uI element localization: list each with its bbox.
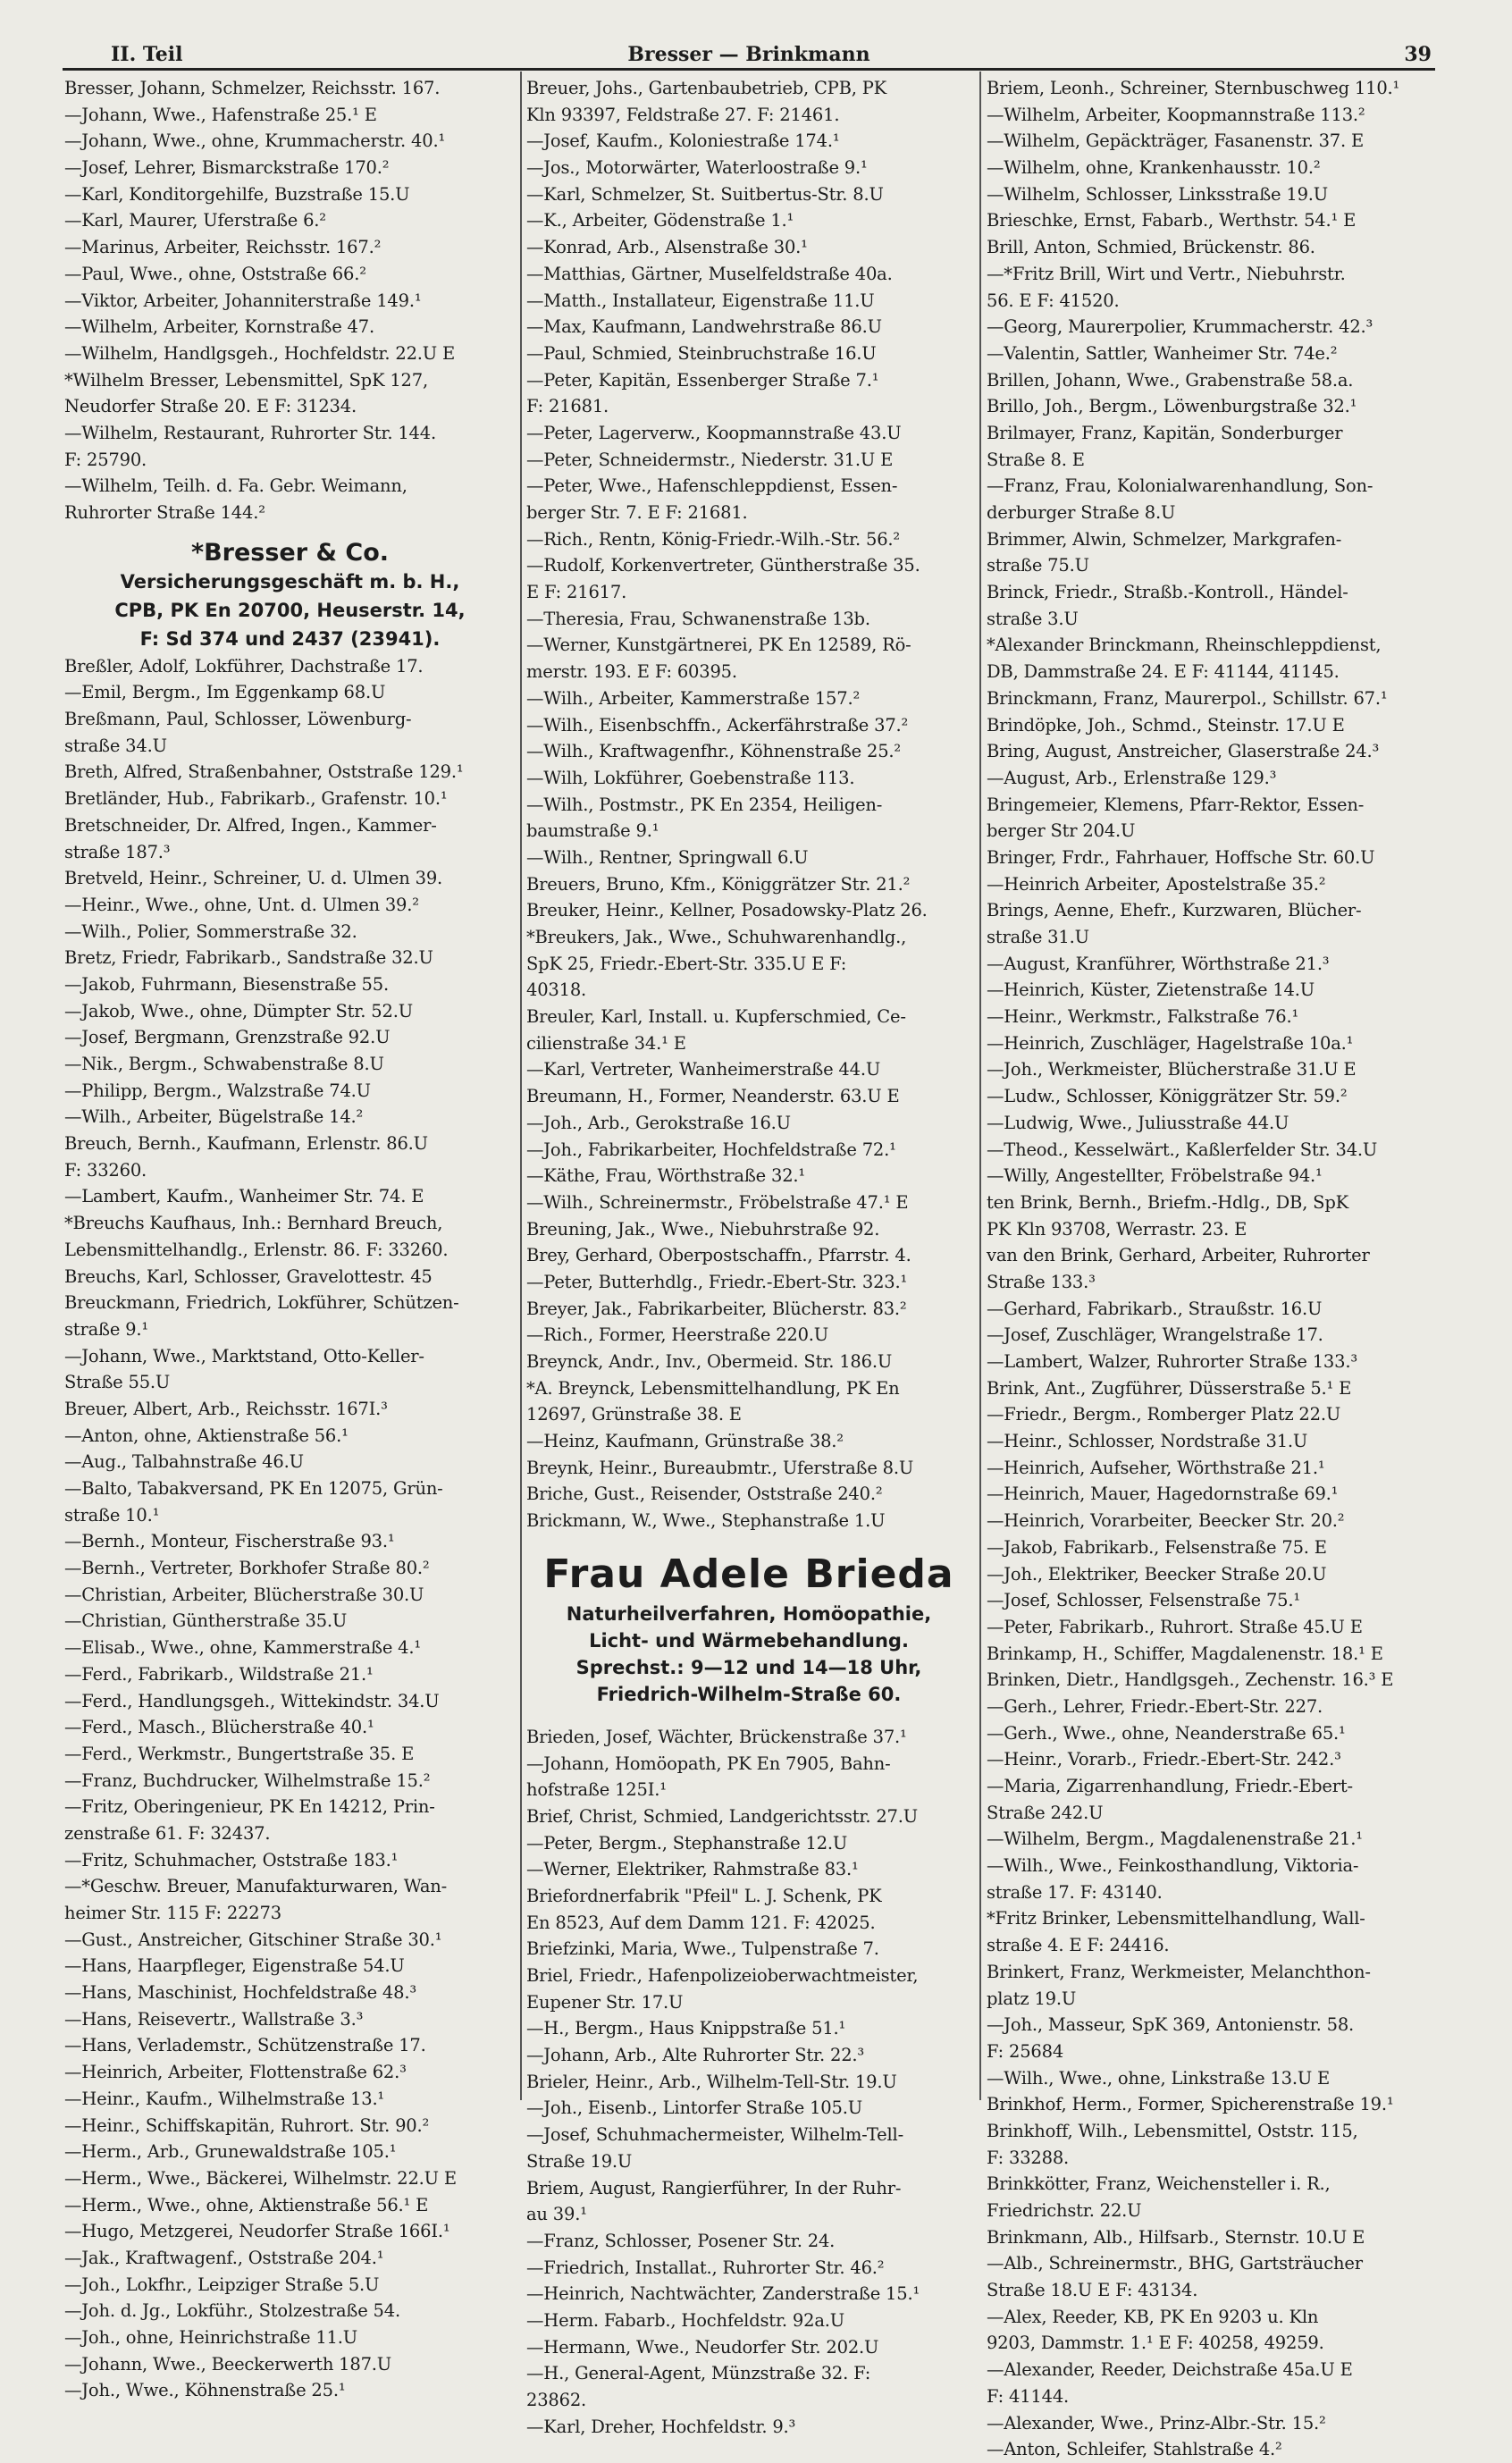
directory-entry-line: —Peter, Lagerverw., Koopmannstraße 43.U xyxy=(526,422,902,443)
directory-entry-line: merstr. 193. E F: 60395. xyxy=(526,661,737,683)
directory-entry-line: *Wilhelm Bresser, Lebensmittel, SpK 127, xyxy=(64,369,428,391)
directory-entry-line: —Ferd., Werkmstr., Bungertstraße 35. E xyxy=(64,1743,415,1764)
directory-entry-line: —Herm., Arb., Grunewaldstraße 105.¹ xyxy=(64,2141,397,2163)
directory-entry-line: Brillo, Joh., Bergm., Löwenburgstraße 32.¹ xyxy=(987,396,1357,417)
entries-col2-b xyxy=(526,1724,971,2441)
directory-entry-line: Breyer, Jak., Fabrikarbeiter, Blücherstr. 83.² xyxy=(526,1298,907,1319)
directory-entry-line: Straße 133.³ xyxy=(987,1271,1096,1292)
directory-entry-line: —Alexander, Wwe., Prinz-Albr.-Str. 15.² xyxy=(987,2412,1326,2434)
directory-entry-line: E F: 21617. xyxy=(526,582,627,603)
directory-entry-line: —Wilhelm, Arbeiter, Koopmannstraße 113.² xyxy=(987,104,1365,125)
ad-line: Friedrich-Wilhelm-Straße 60. xyxy=(596,1683,902,1705)
directory-entry-line: —Peter, Fabrikarb., Ruhrort. Straße 45.U E xyxy=(987,1616,1363,1637)
directory-entry-line: F: 33288. xyxy=(987,2147,1070,2168)
directory-entry-line: —H., General-Agent, Münzstraße 32. F: xyxy=(526,2363,871,2384)
directory-entry-line: Brinkhoff, Wilh., Lebensmittel, Oststr. 115, xyxy=(987,2120,1358,2141)
directory-entry-line: Straße 19.U xyxy=(526,2150,633,2172)
directory-entry-line: —Marinus, Arbeiter, Reichsstr. 167.² xyxy=(64,237,382,258)
directory-entry-line: —Wilh., Polier, Sommerstraße 32. xyxy=(64,920,357,942)
ad-line: F: Sd 374 und 2437 (23941). xyxy=(139,627,441,650)
directory-entry-line: —Heinrich, Küster, Zietenstraße 14.U xyxy=(987,979,1315,1001)
directory-entry-line: —Maria, Zigarrenhandlung, Friedr.-Ebert- xyxy=(987,1776,1353,1796)
directory-entry-line: —Wilhelm, Arbeiter, Kornstraße 47. xyxy=(64,316,374,338)
directory-entry-line: —Rudolf, Korkenvertreter, Güntherstraße 35. xyxy=(526,555,920,576)
directory-entry-line: —Johann, Wwe., ohne, Krummacherstr. 40.¹ xyxy=(64,130,446,152)
directory-entry-line: —Ludwig, Wwe., Juliusstraße 44.U xyxy=(987,1112,1289,1133)
directory-entry-line: —August, Arb., Erlenstraße 129.³ xyxy=(987,767,1277,788)
directory-entry-line: —Heinz, Kaufmann, Grünstraße 38.² xyxy=(526,1431,844,1452)
directory-entry-line: Briem, Leonh., Schreiner, Sternbuschweg 110.¹ xyxy=(987,78,1400,98)
directory-entry-line: Brings, Aenne, Ehefr., Kurzwaren, Blücher- xyxy=(987,900,1362,921)
directory-entry-line: —H., Bergm., Haus Knippstraße 51.¹ xyxy=(526,2018,846,2039)
directory-entry-line: —Joh., Masseur, SpK 369, Antonienstr. 58. xyxy=(987,2014,1355,2036)
directory-entry-line: Straße 242.U xyxy=(987,1802,1104,1823)
directory-entry-line: —Gust., Anstreicher, Gitschiner Straße 30.¹ xyxy=(64,1929,442,1950)
directory-entry-line: —Peter, Bergm., Stephanstraße 12.U xyxy=(526,1832,848,1854)
directory-entry-line: —Ludw., Schlosser, Königgrätzer Str. 59.² xyxy=(987,1086,1348,1107)
directory-entry-line: Brimmer, Alwin, Schmelzer, Markgrafen- xyxy=(987,528,1342,550)
directory-entry-line: Brinkamp, H., Schiffer, Magdalenenstr. 18.¹ E xyxy=(987,1643,1383,1664)
directory-entry-line: —Wilhelm, Gepäckträger, Fasanenstr. 37. E xyxy=(987,130,1365,152)
directory-entry-line: —Ferd., Masch., Blücherstraße 40.¹ xyxy=(64,1717,374,1738)
directory-entry-line: —Aug., Talbahnstraße 46.U xyxy=(64,1451,304,1473)
directory-entry-line: —Hermann, Wwe., Neudorfer Str. 202.U xyxy=(526,2336,879,2358)
directory-entry-line: Straße 55.U xyxy=(64,1372,171,1393)
directory-entry-line: —August, Kranführer, Wörthstraße 21.³ xyxy=(987,953,1330,974)
directory-entry-line: —Heinr., Wwe., ohne, Unt. d. Ulmen 39.² xyxy=(64,894,419,915)
directory-entry-line: —Joh., Werkmeister, Blücherstraße 31.U E xyxy=(987,1059,1357,1080)
directory-entry-line: Brieler, Heinr., Arb., Wilhelm-Tell-Str. 19.U xyxy=(526,2071,897,2092)
directory-entry-line: —Alb., Schreinermstr., BHG, Gartsträucher xyxy=(987,2253,1363,2274)
directory-entry-line: —Anton, Schleifer, Stahlstraße 4.² xyxy=(987,2439,1282,2460)
directory-entry-line: Brieden, Josef, Wächter, Brückenstraße 37.¹ xyxy=(526,1726,907,1747)
directory-entry-line: Bretschneider, Dr. Alfred, Ingen., Kammer- xyxy=(64,814,437,836)
directory-entry-line: —Joh. d. Jg., Lokführ., Stolzestraße 54. xyxy=(64,2300,400,2322)
ad-line: Versicherungsgeschäft m. b. H., xyxy=(120,570,460,593)
directory-entry-line: —Jakob, Fabrikarb., Felsenstraße 75. E xyxy=(987,1536,1327,1558)
directory-entry-line: Breuker, Heinr., Kellner, Posadowsky-Platz 26. xyxy=(526,900,928,921)
directory-entry-line: Brief, Christ, Schmied, Landgerichtsstr. 27.U xyxy=(526,1805,918,1827)
directory-entry-line: —Heinrich, Vorarbeiter, Beecker Str. 20.² xyxy=(987,1510,1345,1532)
directory-entry-line: —Friedr., Bergm., Romberger Platz 22.U xyxy=(987,1404,1341,1425)
directory-entry-line: —Karl, Schmelzer, St. Suitbertus-Str. 8.U xyxy=(526,183,884,205)
entries-col1-b xyxy=(64,653,516,2404)
directory-entry-line: DB, Dammstraße 24. E F: 41144, 41145. xyxy=(987,661,1340,683)
directory-entry-line: derburger Straße 8.U xyxy=(987,502,1176,523)
directory-entry-line: berger Str. 7. E F: 21681. xyxy=(526,502,748,523)
directory-entry-line: —Wilh., Eisenbschffn., Ackerfährstraße 37.² xyxy=(526,714,909,736)
ad-line: CPB, PK En 20700, Heuserstr. 14, xyxy=(114,599,466,621)
directory-entry-line: Brieschke, Ernst, Fabarb., Werthstr. 54.¹ E xyxy=(987,210,1357,231)
directory-entry-line: Ruhrorter Straße 144.² xyxy=(64,502,265,523)
directory-entry-line: —Hugo, Metzgerei, Neudorfer Straße 166I.¹ xyxy=(64,2221,450,2242)
directory-entry-line: —Konrad, Arb., Alsenstraße 30.¹ xyxy=(526,237,808,258)
directory-entry-line: —Elisab., Wwe., ohne, Kammerstraße 4.¹ xyxy=(64,1637,421,1659)
directory-entry-line: Straße 18.U E F: 43134. xyxy=(987,2280,1198,2301)
directory-entry-line: 12697, Grünstraße 38. E xyxy=(526,1404,742,1425)
directory-entry-line: —Josef, Bergmann, Grenzstraße 92.U xyxy=(64,1027,391,1048)
directory-entry-line: Brill, Anton, Schmied, Brückenstr. 86. xyxy=(987,237,1315,258)
directory-entry-line: 40318. xyxy=(526,979,587,1001)
directory-entry-line: —Viktor, Arbeiter, Johanniterstraße 149.¹ xyxy=(64,290,422,311)
directory-entry-line: Friedrichstr. 22.U xyxy=(987,2200,1142,2221)
directory-entry-line: Breuer, Johs., Gartenbaubetrieb, CPB, PK xyxy=(526,78,887,98)
running-title: Bresser — Brinkmann xyxy=(627,43,870,66)
directory-entry-line: —Matthias, Gärtner, Muselfeldstraße 40a. xyxy=(526,263,893,284)
directory-entry-line: —Max, Kaufmann, Landwehrstraße 86.U xyxy=(526,316,882,338)
header-rule xyxy=(63,68,1435,71)
directory-entry-line: Bring, August, Anstreicher, Glaserstraße 24.³ xyxy=(987,741,1380,762)
directory-entry-line: Kln 93397, Feldstraße 27. F: 21461. xyxy=(526,104,840,125)
directory-entry-line: —Anton, ohne, Aktienstraße 56.¹ xyxy=(64,1425,349,1446)
directory-entry-line: —Heinrich Arbeiter, Apostelstraße 35.² xyxy=(987,873,1326,895)
directory-entry-line: —Joh., Wwe., Köhnenstraße 25.¹ xyxy=(64,2380,346,2401)
directory-entry-line: *Breukers, Jak., Wwe., Schuhwarenhandlg., xyxy=(526,927,907,947)
directory-entry-line: —Josef, Lehrer, Bismarckstraße 170.² xyxy=(64,157,390,179)
directory-entry-line: Bringemeier, Klemens, Pfarr-Rektor, Essen- xyxy=(987,794,1365,815)
directory-entry-line: Briel, Friedr., Hafenpolizeioberwachtmeister, xyxy=(526,1965,919,1986)
directory-entry-line: straße 187.³ xyxy=(64,841,171,862)
directory-entry-line: Brink, Ant., Zugführer, Düsserstraße 5.¹ E xyxy=(987,1377,1352,1399)
directory-entry-line: —Jakob, Wwe., ohne, Dümpter Str. 52.U xyxy=(64,1000,413,1021)
directory-entry-line: F: 25790. xyxy=(64,449,147,470)
directory-entry-line: —Fritz, Schuhmacher, Oststraße 183.¹ xyxy=(64,1849,399,1870)
directory-entry-line: —Hans, Haarpfleger, Eigenstraße 54.U xyxy=(64,1955,405,1977)
directory-entry-line: —Alexander, Reeder, Deichstraße 45a.U E xyxy=(987,2359,1353,2381)
directory-entry-line: —Karl, Dreher, Hochfeldstr. 9.³ xyxy=(526,2416,796,2437)
directory-entry-line: —Bernh., Vertreter, Borkhofer Straße 80.² xyxy=(64,1558,430,1579)
directory-entry-line: Breuler, Karl, Install. u. Kupferschmied, Ce- xyxy=(526,1006,906,1028)
directory-entry-line: —Jos., Motorwärter, Waterloostraße 9.¹ xyxy=(526,157,868,179)
directory-entry-line: *A. Breynck, Lebensmittelhandlung, PK En xyxy=(526,1377,900,1399)
directory-entry-line: ten Brink, Bernh., Briefm.-Hdlg., DB, SpK xyxy=(987,1191,1348,1213)
directory-entry-line: —Joh., Elektriker, Beecker Straße 20.U xyxy=(987,1563,1327,1585)
directory-entry-line: —Emil, Bergm., Im Eggenkamp 68.U xyxy=(64,682,386,703)
directory-entry-line: —Jakob, Fuhrmann, Biesenstraße 55. xyxy=(64,973,389,995)
directory-entry-line: Brinck, Friedr., Straßb.-Kontroll., Händel- xyxy=(987,582,1348,603)
ad-line: Naturheilverfahren, Homöopathie, xyxy=(566,1602,932,1625)
directory-entry-line: SpK 25, Friedr.-Ebert-Str. 335.U E F: xyxy=(526,953,847,974)
directory-entry-line: —Karl, Maurer, Uferstraße 6.² xyxy=(64,210,326,231)
directory-entry-line: 56. E F: 41520. xyxy=(987,290,1120,311)
directory-entry-line: Briem, August, Rangierführer, In der Ruhr- xyxy=(526,2177,902,2198)
directory-entry-line: platz 19.U xyxy=(987,1988,1077,2009)
directory-entry-line: —Heinrich, Aufseher, Wörthstraße 21.¹ xyxy=(987,1457,1325,1478)
directory-entry-line: Briefordnerfabrik "Pfeil" L. J. Schenk, PK xyxy=(526,1885,882,1906)
directory-entry-line: Breuning, Jak., Wwe., Niebuhrstraße 92. xyxy=(526,1218,880,1240)
directory-entry-line: —Philipp, Bergm., Walzstraße 74.U xyxy=(64,1080,371,1101)
directory-entry-line: Breuch, Bernh., Kaufmann, Erlenstr. 86.U xyxy=(64,1133,428,1155)
directory-entry-line: —Gerhard, Fabrikarb., Straußstr. 16.U xyxy=(987,1298,1323,1319)
directory-entry-line: —Rich., Rentn, König-Friedr.-Wilh.-Str. 56.² xyxy=(526,528,901,550)
directory-entry-line: —Wilh., Arbeiter, Bügelstraße 14.² xyxy=(64,1106,364,1128)
directory-entry-line: —Peter, Kapitän, Essenberger Straße 7.¹ xyxy=(526,369,879,391)
directory-entry-line: —Werner, Kunstgärtnerei, PK En 12589, Rö- xyxy=(526,635,911,656)
directory-entry-line: —Willy, Angestellter, Fröbelstraße 94.¹ xyxy=(987,1165,1323,1187)
ad-line: Sprechst.: 9—12 und 14—18 Uhr, xyxy=(575,1656,922,1678)
directory-entry-line: —Werner, Elektriker, Rahmstraße 83.¹ xyxy=(526,1859,859,1880)
directory-entry-line: F: 41144. xyxy=(987,2385,1070,2407)
page-header xyxy=(63,39,1435,70)
directory-entry-line: van den Brink, Gerhard, Arbeiter, Ruhrorter xyxy=(987,1245,1370,1266)
directory-entry-line: —Rich., Former, Heerstraße 220.U xyxy=(526,1324,829,1346)
directory-entry-line: straße 9.¹ xyxy=(64,1318,148,1340)
directory-entry-line: —Christian, Güntherstraße 35.U xyxy=(64,1610,348,1632)
directory-entry-line: Brinkhof, Herm., Former, Spicherenstraße 19.¹ xyxy=(987,2094,1394,2115)
column-1 xyxy=(64,75,516,2401)
directory-entry-line: Breßmann, Paul, Schlosser, Löwenburg- xyxy=(64,709,412,730)
directory-entry-line: Breßler, Adolf, Lokführer, Dachstraße 17. xyxy=(64,655,424,677)
directory-entry-line: —Wilh, Lokführer, Goebenstraße 113. xyxy=(526,767,855,788)
directory-entry-line: —K., Arbeiter, Gödenstraße 1.¹ xyxy=(526,210,794,231)
directory-entry-line: Brinkkötter, Franz, Weichensteller i. R., xyxy=(987,2173,1331,2195)
directory-entry-line: Breynck, Andr., Inv., Obermeid. Str. 186.U xyxy=(526,1351,893,1372)
directory-entry-line: baumstraße 9.¹ xyxy=(526,820,659,842)
directory-entry-line: *Breuchs Kaufhaus, Inh.: Bernhard Breuch, xyxy=(64,1213,443,1234)
directory-entry-line: —Wilhelm, Handlgsgeh., Hochfeldstr. 22.U E xyxy=(64,342,456,364)
directory-entry-line: —Joh., Arb., Gerokstraße 16.U xyxy=(526,1112,791,1133)
directory-entry-line: —Joh., Lokfhr., Leipziger Straße 5.U xyxy=(64,2274,380,2295)
directory-entry-line: straße 10.¹ xyxy=(64,1504,160,1526)
directory-entry-line: Breumann, H., Former, Neanderstr. 63.U E xyxy=(526,1086,900,1107)
directory-entry-line: straße 31.U xyxy=(987,927,1089,947)
directory-entry-line: —Wilh., Kraftwagenfhr., Köhnenstraße 25.² xyxy=(526,741,902,762)
ad-title: Frau Adele Brieda xyxy=(543,1551,954,1597)
directory-entry-line: Brinken, Dietr., Handlgsgeh., Zechenstr. 16.³ E xyxy=(987,1669,1394,1691)
directory-entry-line: —Hans, Reisevertr., Wallstraße 3.³ xyxy=(64,2008,364,2030)
entries-col3-a xyxy=(987,75,1433,2463)
ad-title: *Bresser & Co. xyxy=(190,538,390,567)
directory-entry-line: —Heinrich, Mauer, Hagedornstraße 69.¹ xyxy=(987,1484,1339,1505)
directory-entry-line: —Bernh., Monteur, Fischerstraße 93.¹ xyxy=(64,1531,395,1552)
directory-entry-line: —Gerh., Lehrer, Friedr.-Ebert-Str. 227. xyxy=(987,1695,1323,1717)
directory-entry-line: —*Fritz Brill, Wirt und Vertr., Niebuhrstr. xyxy=(987,263,1346,284)
directory-entry-line: —Wilh., Rentner, Springwall 6.U xyxy=(526,846,809,868)
directory-entry-line: —Wilhelm, Restaurant, Ruhrorter Str. 144. xyxy=(64,422,436,443)
directory-entry-line: —Alex, Reeder, KB, PK En 9203 u. Kln xyxy=(987,2306,1319,2327)
directory-entry-line: —Johann, Arb., Alte Ruhrorter Str. 22.³ xyxy=(526,2045,865,2066)
directory-entry-line: —Heinr., Werkmstr., Falkstraße 76.¹ xyxy=(987,1006,1299,1028)
directory-entry-line: —Wilhelm, ohne, Krankenhausstr. 10.² xyxy=(987,157,1321,179)
directory-entry-line: —Herm., Wwe., Bäckerei, Wilhelmstr. 22.U E xyxy=(64,2167,457,2189)
directory-entry-line: —Peter, Wwe., Hafenschleppdienst, Essen- xyxy=(526,475,898,497)
directory-entry-line: —Jak., Kraftwagenf., Oststraße 204.¹ xyxy=(64,2247,384,2268)
directory-entry-line: —Matth., Installateur, Eigenstraße 11.U xyxy=(526,290,875,311)
directory-entry-line: zenstraße 61. F: 32437. xyxy=(64,1822,271,1844)
directory-entry-line: cilienstraße 34.¹ E xyxy=(526,1032,686,1054)
bresser-co-advertisement xyxy=(64,539,516,653)
page-number: 39 xyxy=(1404,43,1432,66)
directory-entry-line: straße 17. F: 43140. xyxy=(987,1881,1163,1903)
directory-entry-line: —Käthe, Frau, Wörthstraße 32.¹ xyxy=(526,1165,806,1187)
directory-entry-line: —Heinr., Kaufm., Wilhelmstraße 13.¹ xyxy=(64,2088,385,2109)
directory-entry-line: —Wilh., Wwe., Feinkosthandlung, Viktoria- xyxy=(987,1855,1359,1877)
directory-entry-line: Brindöpke, Joh., Schmd., Steinstr. 17.U E xyxy=(987,714,1345,736)
directory-entry-line: —Johann, Homöopath, PK En 7905, Bahn- xyxy=(526,1753,891,1774)
directory-entry-line: —Josef, Schlosser, Felsenstraße 75.¹ xyxy=(987,1590,1300,1611)
directory-entry-line: —Johann, Wwe., Beeckerwerth 187.U xyxy=(64,2353,392,2375)
directory-entry-line: —Wilhelm, Bergm., Magdalenenstraße 21.¹ xyxy=(987,1828,1363,1850)
directory-entry-line: Breynk, Heinr., Bureaubmtr., Uferstraße 8.U xyxy=(526,1457,914,1478)
directory-entry-line: heimer Str. 115 F: 22273 xyxy=(64,1903,281,1923)
directory-entry-line: —Heinrich, Zuschläger, Hagelstraße 10a.¹ xyxy=(987,1032,1354,1054)
directory-entry-line: Brinkmann, Alb., Hilfsarb., Sternstr. 10.U E xyxy=(987,2226,1365,2248)
directory-entry-line: —Heinr., Schlosser, Nordstraße 31.U xyxy=(987,1431,1308,1452)
directory-entry-line: —Lambert, Walzer, Ruhrorter Straße 133.³ xyxy=(987,1351,1357,1372)
directory-entry-line: —Paul, Wwe., ohne, Oststraße 66.² xyxy=(64,263,366,284)
directory-entry-line: —Valentin, Sattler, Wanheimer Str. 74e.² xyxy=(987,342,1338,364)
directory-entry-line: Breuckmann, Friedrich, Lokführer, Schützen- xyxy=(64,1292,459,1314)
directory-entry-line: —*Geschw. Breuer, Manufakturwaren, Wan- xyxy=(64,1876,448,1897)
directory-entry-line: —Herm., Wwe., ohne, Aktienstraße 56.¹ E xyxy=(64,2194,429,2215)
directory-entry-line: berger Str 204.U xyxy=(987,820,1136,842)
directory-entry-line: —Karl, Konditorgehilfe, Buzstraße 15.U xyxy=(64,183,410,205)
directory-entry-line: Bretz, Friedr, Fabrikarb., Sandstraße 32.U xyxy=(64,947,433,969)
entries-col1-a xyxy=(64,75,516,526)
directory-entry-line: —Gerh., Wwe., ohne, Neanderstraße 65.¹ xyxy=(987,1722,1346,1744)
directory-entry-line: —Wilhelm, Schlosser, Linksstraße 19.U xyxy=(987,183,1329,205)
directory-entry-line: —Balto, Tabakversand, PK En 12075, Grün- xyxy=(64,1478,443,1499)
entries-col2-a xyxy=(526,75,971,1534)
directory-entry-line: —Peter, Butterhdlg., Friedr.-Ebert-Str. 323.¹ xyxy=(526,1271,908,1292)
directory-entry-line: —Josef, Schuhmachermeister, Wilhelm-Tell- xyxy=(526,2124,903,2146)
directory-entry-line: PK Kln 93708, Werrastr. 23. E xyxy=(987,1218,1247,1240)
directory-entry-line: —Ferd., Handlungsgeh., Wittekindstr. 34.U xyxy=(64,1690,440,1711)
directory-entry-line: straße 4. E F: 24416. xyxy=(987,1935,1170,1956)
directory-entry-line: —Josef, Zuschläger, Wrangelstraße 17. xyxy=(987,1324,1323,1346)
directory-entry-line: 23862. xyxy=(526,2390,587,2410)
directory-entry-line: —Christian, Arbeiter, Blücherstraße 30.U xyxy=(64,1584,424,1605)
directory-entry-line: En 8523, Auf dem Damm 121. F: 42025. xyxy=(526,1912,876,1933)
directory-entry-line: —Joh., ohne, Heinrichstraße 11.U xyxy=(64,2327,357,2348)
column-divider-1 xyxy=(520,71,522,2100)
directory-entry-line: straße 75.U xyxy=(987,555,1089,576)
directory-entry-line: —Theod., Kesselwärt., Kaßlerfelder Str. 34.U xyxy=(987,1139,1378,1160)
directory-entry-line: —Paul, Schmied, Steinbruchstraße 16.U xyxy=(526,342,877,364)
directory-entry-line: —Wilh., Wwe., ohne, Linkstraße 13.U E xyxy=(987,2067,1331,2089)
directory-entry-line: Straße 8. E xyxy=(987,449,1085,470)
directory-entry-line: *Alexander Brinckmann, Rheinschleppdienst, xyxy=(987,635,1382,656)
section-label: II. Teil xyxy=(111,43,183,66)
directory-entry-line: straße 34.U xyxy=(64,735,167,756)
directory-entry-line: Bretländer, Hub., Fabrikarb., Grafenstr. 10.¹ xyxy=(64,788,448,810)
directory-entry-line: —Joh., Fabrikarbeiter, Hochfeldstraße 72.¹ xyxy=(526,1139,896,1160)
directory-entry-line: —Theresia, Frau, Schwanenstraße 13b. xyxy=(526,608,870,629)
directory-entry-line: hofstraße 125I.¹ xyxy=(526,1779,667,1801)
directory-entry-line: —Ferd., Fabrikarb., Wildstraße 21.¹ xyxy=(64,1663,374,1685)
directory-entry-line: Brinckmann, Franz, Maurerpol., Schillstr. 67.¹ xyxy=(987,687,1388,709)
directory-entry-line: 9203, Dammstr. 1.¹ E F: 40258, 49259. xyxy=(987,2333,1324,2354)
directory-entry-line: *Fritz Brinker, Lebensmittelhandlung, Wall- xyxy=(987,1908,1365,1929)
directory-entry-line: au 39.¹ xyxy=(526,2204,587,2225)
directory-entry-line: Eupener Str. 17.U xyxy=(526,1991,684,2013)
directory-entry-line: Lebensmittelhandlg., Erlenstr. 86. F: 33260. xyxy=(64,1239,449,1260)
directory-entry-line: straße 3.U xyxy=(987,608,1079,629)
directory-entry-line: —Friedrich, Installat., Ruhrorter Str. 46.² xyxy=(526,2257,885,2278)
directory-entry-line: —Franz, Buchdrucker, Wilhelmstraße 15.² xyxy=(64,1769,431,1791)
directory-entry-line: —Karl, Vertreter, Wanheimerstraße 44.U xyxy=(526,1059,881,1080)
column-3 xyxy=(987,75,1433,2460)
directory-entry-line: Briche, Gust., Reisender, Oststraße 240.² xyxy=(526,1484,883,1505)
directory-entry-line: —Wilh., Schreinermstr., Fröbelstraße 47.¹ E xyxy=(526,1191,909,1213)
column-divider-2 xyxy=(979,71,981,2100)
directory-entry-line: —Hans, Verlademstr., Schützenstraße 17. xyxy=(64,2035,426,2056)
directory-entry-line: Neudorfer Straße 20. E F: 31234. xyxy=(64,396,357,417)
directory-entry-line: —Johann, Wwe., Marktstand, Otto-Keller- xyxy=(64,1345,424,1366)
ad-line: Licht- und Wärmebehandlung. xyxy=(589,1629,909,1652)
directory-entry-line: Breuer, Albert, Arb., Reichsstr. 167I.³ xyxy=(64,1398,388,1419)
directory-entry-line: Briefzinki, Maria, Wwe., Tulpenstraße 7. xyxy=(526,1938,879,1960)
directory-entry-line: —Johann, Wwe., Hafenstraße 25.¹ E xyxy=(64,104,377,125)
directory-entry-line: —Heinrich, Arbeiter, Flottenstraße 62.³ xyxy=(64,2062,407,2083)
directory-entry-line: —Herm. Fabarb., Hochfeldstr. 92a.U xyxy=(526,2309,844,2331)
directory-entry-line: F: 33260. xyxy=(64,1159,147,1181)
directory-entry-line: —Nik., Bergm., Schwabenstraße 8.U xyxy=(64,1054,384,1074)
directory-entry-line: Brillen, Johann, Wwe., Grabenstraße 58.a. xyxy=(987,369,1354,391)
directory-entry-line: —Georg, Maurerpolier, Krummacherstr. 42.³ xyxy=(987,316,1373,338)
directory-entry-line: —Heinrich, Nachtwächter, Zanderstraße 15.¹ xyxy=(526,2283,920,2305)
directory-entry-line: —Wilh., Postmstr., PK En 2354, Heiligen- xyxy=(526,794,883,815)
directory-entry-line: —Heinr., Schiffskapitän, Ruhrort. Str. 90.² xyxy=(64,2114,430,2136)
directory-entry-line: —Wilh., Arbeiter, Kammerstraße 157.² xyxy=(526,687,861,709)
directory-entry-line: F: 25684 xyxy=(987,2040,1064,2062)
directory-entry-line: —Franz, Schlosser, Posener Str. 24. xyxy=(526,2230,836,2251)
directory-entry-line: —Wilhelm, Teilh. d. Fa. Gebr. Weimann, xyxy=(64,475,407,497)
directory-entry-line: Brickmann, W., Wwe., Stephanstraße 1.U xyxy=(526,1510,886,1532)
directory-entry-line: Breuchs, Karl, Schlosser, Gravelottestr. 45 xyxy=(64,1265,433,1287)
directory-entry-line: Breuers, Bruno, Kfm., Königgrätzer Str. 21.² xyxy=(526,873,911,895)
directory-entry-line: —Hans, Maschinist, Hochfeldstraße 48.³ xyxy=(64,1982,416,2004)
directory-entry-line: —Fritz, Oberingenieur, PK En 14212, Prin- xyxy=(64,1796,435,1818)
brieda-advertisement xyxy=(526,1549,971,1708)
column-2 xyxy=(526,75,971,2437)
directory-entry-line: —Joh., Eisenb., Lintorfer Straße 105.U xyxy=(526,2097,862,2119)
directory-entry-line: —Josef, Kaufm., Koloniestraße 174.¹ xyxy=(526,130,840,152)
directory-entry-line: Bretveld, Heinr., Schreiner, U. d. Ulmen 39. xyxy=(64,868,443,889)
directory-entry-line: Breth, Alfred, Straßenbahner, Oststraße 129.¹ xyxy=(64,761,464,783)
directory-entry-line: —Peter, Schneidermstr., Niederstr. 31.U E xyxy=(526,449,894,470)
directory-entry-line: —Lambert, Kaufm., Wanheimer Str. 74. E xyxy=(64,1186,424,1207)
directory-entry-line: Brey, Gerhard, Oberpostschaffn., Pfarrstr. 4. xyxy=(526,1245,911,1266)
directory-entry-line: Bresser, Johann, Schmelzer, Reichsstr. 167. xyxy=(64,78,441,98)
directory-entry-line: F: 21681. xyxy=(526,396,609,417)
directory-entry-line: —Franz, Frau, Kolonialwarenhandlung, Son- xyxy=(987,475,1373,497)
directory-entry-line: Brinkert, Franz, Werkmeister, Melanchthon- xyxy=(987,1961,1371,1982)
directory-entry-line: Bringer, Frdr., Fahrhauer, Hoffsche Str. 60.U xyxy=(987,846,1375,868)
directory-entry-line: —Heinr., Vorarb., Friedr.-Ebert-Str. 242.³ xyxy=(987,1749,1341,1770)
directory-entry-line: Brilmayer, Franz, Kapitän, Sonderburger xyxy=(987,422,1343,443)
